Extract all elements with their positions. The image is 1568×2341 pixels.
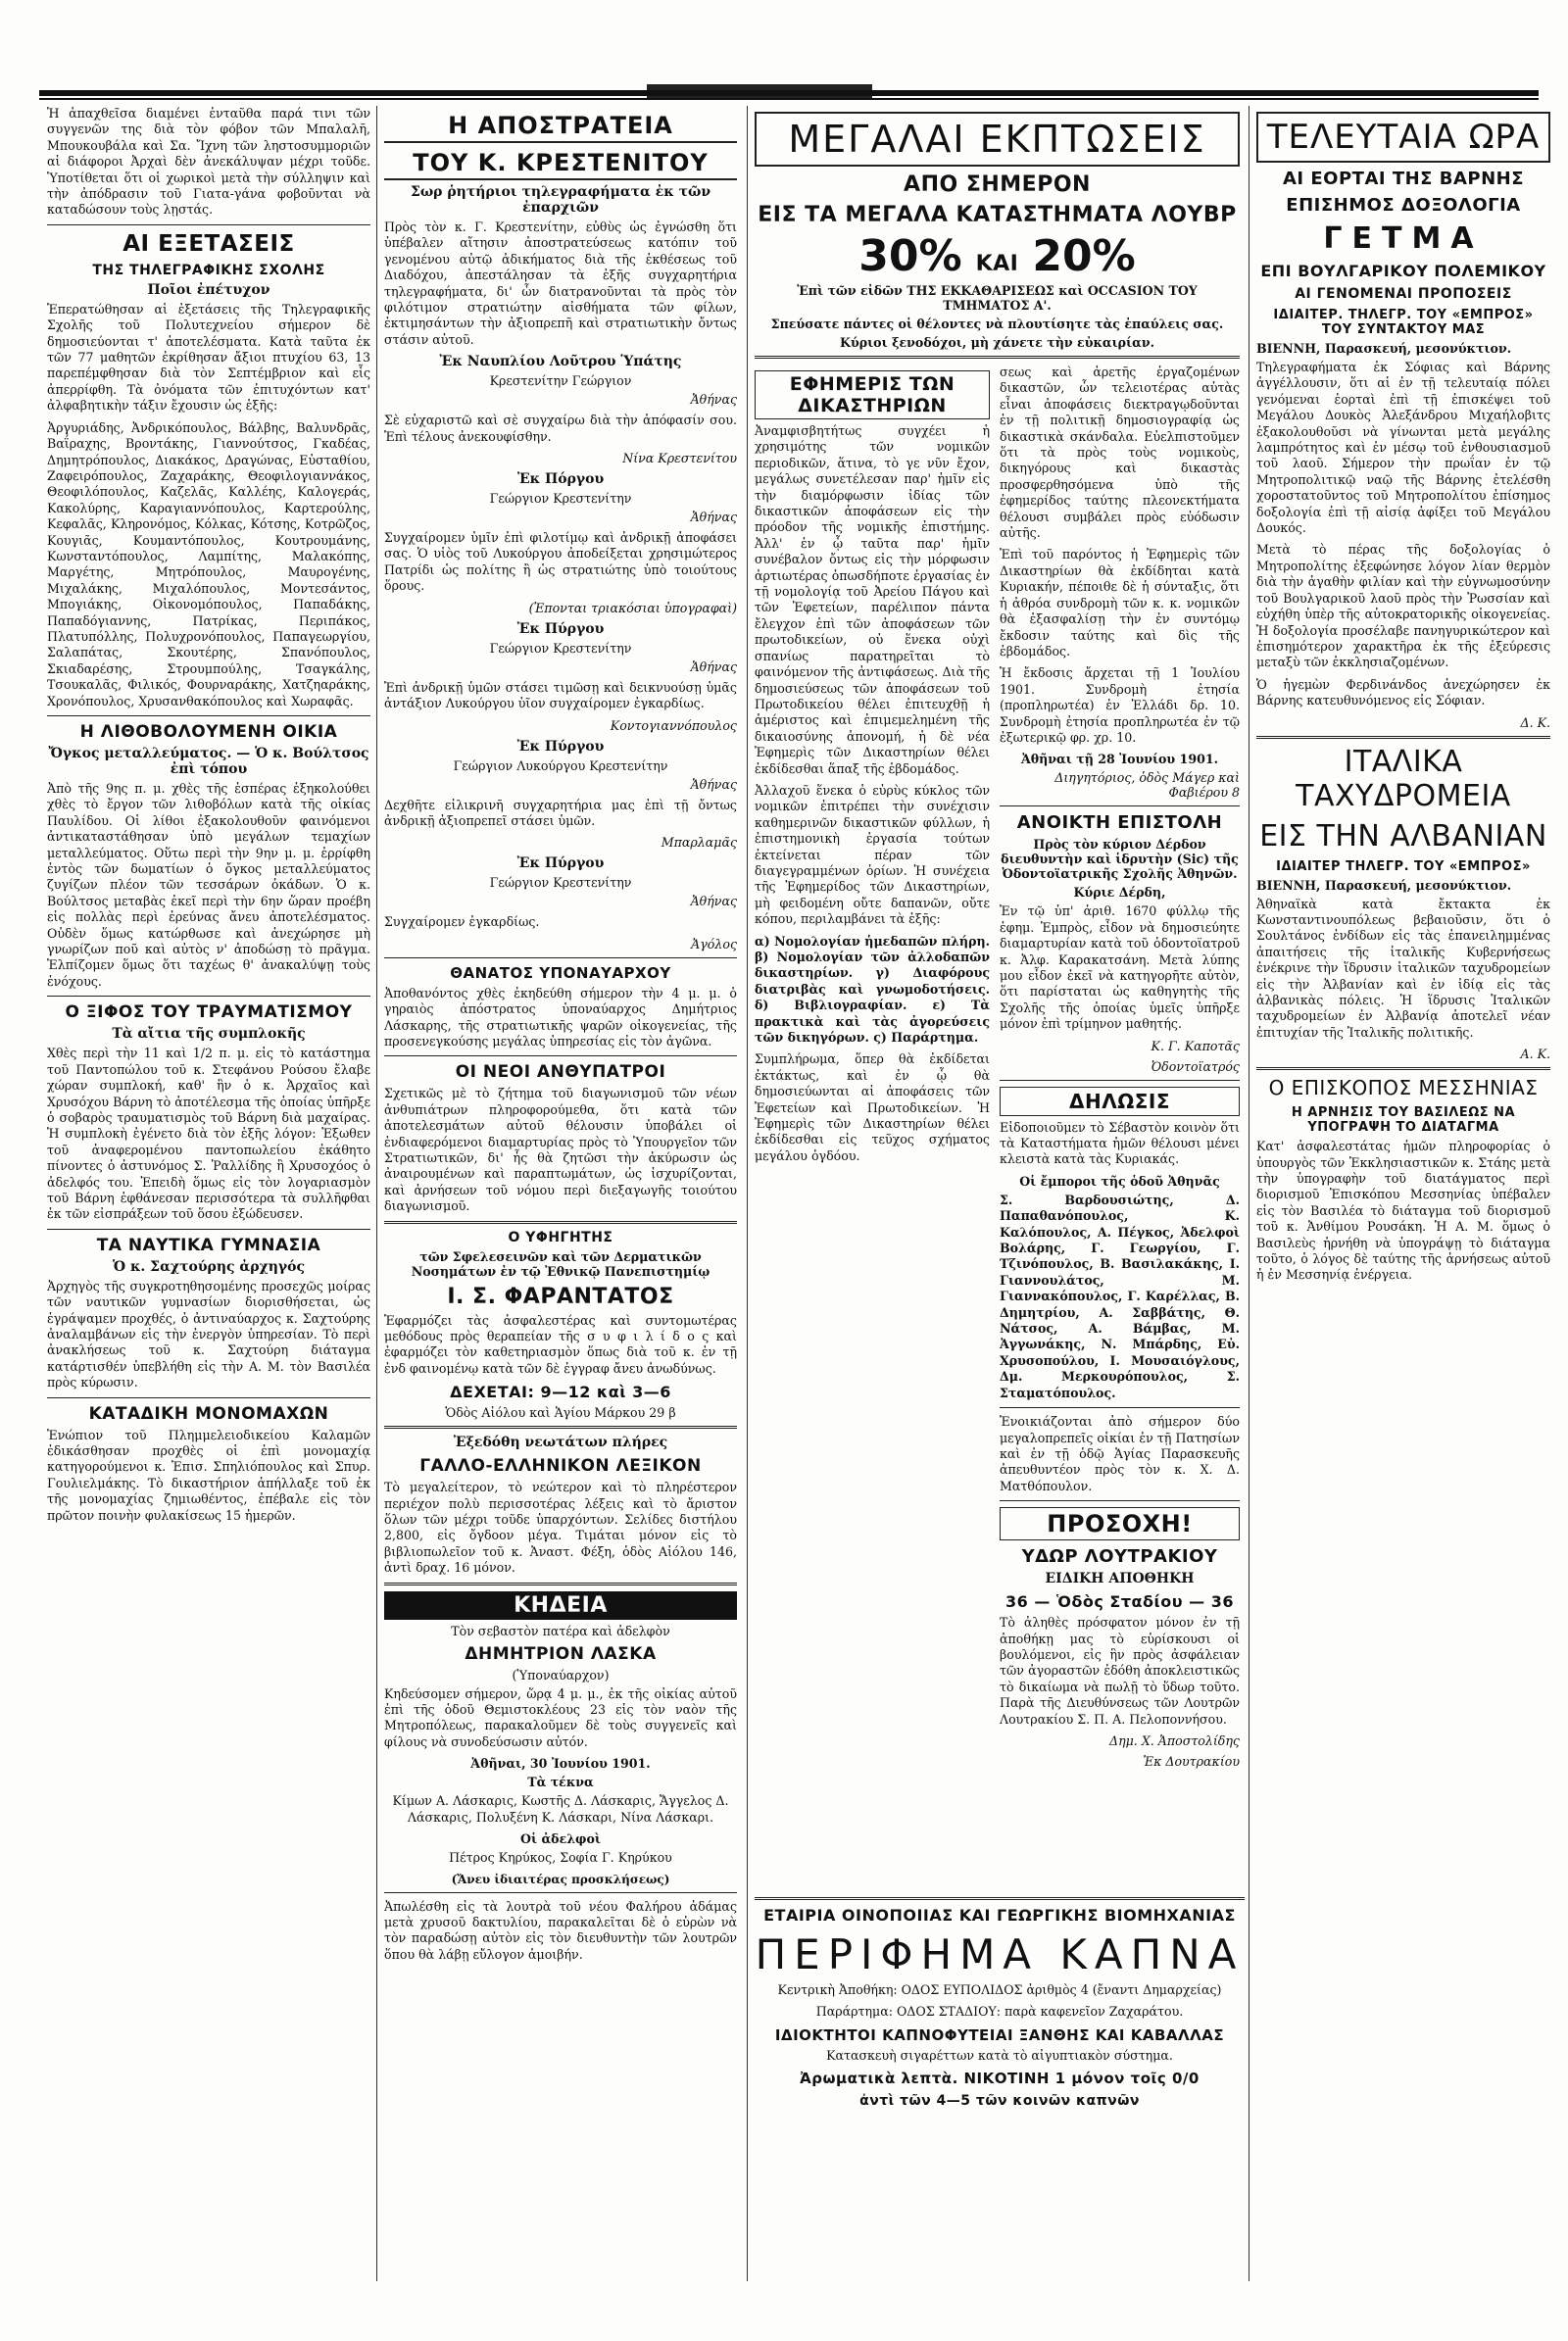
ad-line: Ἀρωματικὰ λεπτὰ. ΝΙΚΟΤΙΝΗ 1 μόνον τοῖς 0/0 <box>800 2070 1200 2088</box>
divider <box>384 1221 737 1224</box>
ad-subheading: τῶν Σφελεσεινῶν καὶ τῶν Δερματικῶν Νοσημάτων ἐν τῷ Ἐθνικῷ Πανεπιστημίῳ <box>411 1248 710 1279</box>
divider <box>1256 736 1550 739</box>
article-signature: Δ. Κ. <box>1520 714 1550 730</box>
divider <box>1000 1407 1240 1408</box>
notice-body: Ἐνοικιάζονται ἀπὸ σήμερον δύο μεγαλοπρεπεῖς οἰκίαι ἐν τῇ Πατησίων καὶ ἐν τῇ ὁδῷ Ἁγίας Παρασκευῆς ἀπευθυντέον πρὸς τὸν κ. Χ. Δ. Ματθόπουλον. <box>1000 1414 1240 1493</box>
headline-prosoxi: ΠΡΟΣΟΧΗ! <box>1000 1507 1240 1540</box>
khdeia-label: Οἱ ἀδελφοὶ <box>520 1831 601 1847</box>
subheadline-getma: ΓΕΤΜΑ <box>1323 221 1484 256</box>
ad-line: ΙΔΙΟΚΤΗΤΟΙ ΚΑΠΝΟΦΥΤΕΙΑΙ ΞΑΝΘΗΣ ΚΑΙ ΚΑΒΑΛΛΑΣ <box>774 2025 1225 2044</box>
headline-naut: ΤΑ ΝΑΥΤΙΚΑ ΓΥΜΝΑΣΙΑ <box>96 1235 321 1255</box>
subheadline-episkopos: Η ΑΡΝΗΣΙΣ ΤΟΥ ΒΑΣΙΛΕΩΣ ΝΑ ΥΠΟΓΡΑΨΗ ΤΟ ΔΙΑΤΑΓΜΑ <box>1291 1105 1516 1136</box>
ad-address: Ὁδὸς Αἰόλου καὶ Ἁγίου Μάρκου 29 β <box>445 1405 676 1421</box>
headline-xiphos: Ο ΞΙΦΟΣ ΤΟΥ ΤΡΑΥΜΑΤΙΣΜΟΥ <box>65 1002 353 1023</box>
telegram-place: Ἀθήνας <box>690 392 737 408</box>
headline-lithovol: Η ΛΙΘΟΒΟΛΟΥΜΕΝΗ ΟΙΚΙΑ <box>79 722 338 742</box>
bottom-ad <box>755 1891 1245 2113</box>
subheadline-voulg: ΕΠΙ ΒΟΥΛΓΑΡΙΚΟΥ ΠΟΛΕΜΙΚΟΥ <box>1260 262 1546 280</box>
column-rule <box>1249 106 1250 2281</box>
article-body: Σχετικῶς μὲ τὸ ζήτημα τοῦ διαγωνισμοῦ τῶν νέων ἀνθυπιάτρων πληροφορούμεθα, ὅτι κατὰ τῶν ἀποτελεσμάτων αὐτοῦ θέλουσιν ὑποβάλει οἱ ἐνδιαφερόμενοι διαμαρτυρίας πρὸς τὸ Ὑπουργεῖον τῶν Στρατιωτικῶν, δι' ἧς θὰ ζητῶσι τὴν ἀκύρωσιν ὡς ἀναιρουμένων καὶ παραπτωμάτων, ὡς ἰσχυρίζονται, καὶ ἀρνήσεων τοῦ νόμου περὶ διεξαγωγῆς τοιούτου διαγωνισμοῦ. <box>384 1086 737 1214</box>
notice-names: Σ. Βαρδουσιώτης, Δ. Παπαθανόπουλος, Κ. Καλόπουλος, Α. Πέγκος, Ἀδελφοὶ Βολάρης, Γ. Γεωργίου, Γ. Τζινόπουλος, Β. Βασιλακάκης, Ι. Γιαννουλάτος, Μ. Γιαννακόπουλος, Γ. Καρέλλας, Β. Δημητρίου, Α. Σαββάτης, Θ. Νάτσος, Α. Βάμβας, Μ. Ἀγγωνάκης, Ν. Μπάρδης, Εὐ. Χρυσοπούλου, Ι. Μουσαιόγλους, Δμ. Μερκουρόπουλος, Σ. Σταματόπουλος. <box>1000 1192 1240 1400</box>
divider <box>384 1055 737 1056</box>
ad-line: Κύριοι ξενοδόχοι, μὴ χάνετε τὴν εὐκαιρίαν. <box>840 335 1154 350</box>
telegram-recipient: Γεώργιον Κρεστενίτην <box>489 491 632 507</box>
article-body: Ὁ ἡγεμὼν Φερδινάνδος ἀνεχώρησεν ἐκ Βάρνης κατευθυνόμενος εἰς Σόφιαν. <box>1256 676 1550 708</box>
article-names: Ἀργυριάδης, Ἀνδρικόπουλος, Βάλβης, Βαλυνδρᾶς, Βαΐραχης, Βροντάκης, Γιαννούτσος, Γκαδέας, Δημητρόπουλος, Διακάκος, Δραγώνας, Εὐσταθίου, Ζαφειρόπουλος, Ζαχαράκης, Θεοφιλογιαννάκος, Θεοφιλόπουλος, Καζελᾶς, Καλλέης, Καλογεράς, Κακολύρης, Καραγιαννόπουλος, Καρτερούλης, Κεφαλᾶς, Κληρονόμος, Κόλκας, Κότσης, Κοτρῶζος, Κουγιᾶς, Κουμαντόπουλος, Κουτρουμάνης, Κωνσταντόπουλος, Λαμπίτης, Μαλακόπης, Μαργέτης, Μητρόπουλος, Μαυρογένης, Μιχαλάκης, Μιχαλόπουλος, Μοντεσάντος, Μπογιάκης, Οἰκονομόπουλος, Παπαδάκης, Παπαδόγιαννης, Πατρίκας, Περιπάκος, Πλατυπόλλης, Πολυχρονόπουλος, Παπαγεωργίου, Σαλαπάτας, Σκουτέρης, Σπανόπουλος, Σκιαδαρέσης, Στρουμπούλης, Τσαγκάλης, Τσουκαλᾶς, Φιλικός, Φουρναράκης, Χατζηαράκης, Χρονόπουλος, Χρυσανθακόπουλος καὶ Χωραφᾶς. <box>47 419 370 708</box>
discount-box <box>755 231 1240 281</box>
telegram-body: Συγχαίρομεν ἐγκαρδίως. <box>384 914 540 930</box>
telegram-body: Συγχαίρομεν ὑμῖν ἐπὶ φιλοτίμῳ καὶ ἀνδρικῇ ἀποφάσει σας. Ὁ υἱὸς τοῦ Λυκούργου ἀποδείξεται χρησιμώτερος Πατρίδι ὡς πολίτης ἢ ὡς στρατιώτης ὑπὸ τοιούτους ὅρους. <box>384 530 737 594</box>
ad-line: ἀντὶ τῶν 4—5 τῶν κοινῶν καπνῶν <box>859 2093 1140 2110</box>
ad-body: Ἐφαρμόζει τὰς ἀσφαλεστέρας καὶ συντομωτέρας μεθόδους πρὸς θεραπείαν τῆς σ υ φ ι λ ί δ ο ς καὶ ἐφαρμόζει τὸν καθετηριασμὸν ὅπως διὰ τοῦ κ. ἐν τῇ ἐνδ φαινομένῳ κατὰ τῶν δὲ ἐγγραφ ἄνευ ἀνωδύνως. <box>384 1312 737 1376</box>
notice-sub: Οἱ ἔμποροι τῆς ὁδοῦ Ἀθηνᾶς <box>1019 1173 1220 1189</box>
letter-body: Ἐν τῷ ὑπ' ἀριθ. 1670 φύλλῳ τῆς ἐφημ. Ἐμπρὸς, εἶδον νὰ δημοσιεύητε διαμαρτυρίαν κατὰ τοῦ ὀδοντοϊατροῦ κ. Ἀλφ. Καρακατσάνη. Μετὰ λύπης μου εἶδον ἐκεῖ νὰ κατηγορῆτε αὐτὸν, ὅτι παρίσταται ὡς καθηγητὴς τῆς Σχολῆς τῆς ὁποίας ὑμεῖς ὑπῆρξε μόνον ἐπὶ τρίμηνον μαθητής. <box>1000 903 1240 1032</box>
article-date: Ἀθῆναι τῇ 28 Ἰουνίου 1901. <box>1020 752 1218 767</box>
khdeia-names: Κίμων Α. Λάσκαρις, Κωστῆς Δ. Λάσκαρις, Ἄγγελος Δ. Λάσκαρις, Πολυξένη Κ. Λάσκαρι, Νίνα Λάσκαρι. <box>392 1793 729 1825</box>
subheading: Τὰ αἴτια τῆς συμπλοκῆς <box>112 1026 306 1043</box>
ad-signature-2: Ἐκ Δουτρακίου <box>1143 1753 1240 1769</box>
article-body: Μετὰ τὸ πέρας τῆς δοξολογίας ὁ Μητροπολίτης ἐξεφώνησε λόγον λίαν θερμὸν διὰ τὴν ἀγαθὴν φιλίαν καὶ τὴν εὐγνωμοσύνην τοῦ Βουλγαρικοῦ λαοῦ πρὸς τὴν Ῥωσσίαν καὶ εὐχήθη ὑπὲρ τῆς αὐτοκρατορικῆς οἰκογενείας. Ἡ δοξολογία προσέλαβε πανηγυρικώτερον καὶ ἐπισημότερον χαρακτῆρα ἐκ τῆς ἐξεύρεσις μεταξὺ τῶν ἐκκλησιαζομένων. <box>1256 542 1550 670</box>
ad-heading: Ἐξεδόθη νεωτάτων πλήρες <box>453 1435 668 1451</box>
ad-apo: ΑΠΟ ΣΗΜΕΡΟΝ <box>904 172 1091 197</box>
article-body: Τηλεγραφήματα ἐκ Σόφιας καὶ Βάρνης ἀγγέλλουσιν, ὅτι αἱ ἐν τῇ τελευταίᾳ πόλει γενόμεναι ἑορταὶ ἐπὶ τῇ ἐπισκέψει τοῦ Μεγάλου Δουκὸς Ἀλεξάνδρου Μιχαήλοβιτς ἐξακολουθοῦσι νὰ γίνωνται μετὰ μεγάλης λαμπρότητος καὶ ἐν μέσῳ τοῦ ἐνθουσιασμοῦ τοῦ λαοῦ. Σήμερον τὴν πρωΐαν ἐν τῷ Μητροπολιτικῷ ναῷ τῆς Βάρνης ἐτελέσθη χοροστατοῦντος τοῦ Μητροπολίτου ἐπίσημος δοξολογία ἐπὶ τῇ αἰσίᾳ ἀφίξει τοῦ Μεγάλου Δουκός. <box>1256 360 1550 536</box>
subheadline-episimos: ΕΠΙΣΗΜΟΣ ΔΟΞΟΛΟΓΙΑ <box>1286 195 1521 216</box>
efimeris-right <box>1000 365 1240 1775</box>
telegram-place: Ἀθήνας <box>690 776 737 792</box>
divider <box>47 1229 370 1230</box>
telegram-heading: Ἐκ Πύργου <box>516 738 605 755</box>
headline-efimeris: ΕΦΗΜΕΡΙΣ ΤΩΝ ΔΙΚΑΣΤΗΡΙΩΝ <box>755 370 990 419</box>
khdeia-body: Κηδεύσομεν σήμερον, ὥρᾳ 4 μ. μ., ἐκ τῆς οἰκίας αὐτοῦ ἐπὶ τῆς ὁδοῦ Θεμιστοκλέους 23 εἰς τὸν ναὸν τῆς Μητροπόλεως, παρακαλοῦμεν δὲ τοὺς συγγενεῖς καὶ φίλους νὰ συνοδεύσωσιν αὐτόν. <box>384 1685 737 1749</box>
subheading: Ὄγκος μεταλλεύματος. — Ὁ κ. Βούλτσος ἐπὶ τόπου <box>48 746 369 777</box>
ad-subheading: ΕΙΔΙΚΗ ΑΠΟΘΗΚΗ <box>1045 1571 1195 1587</box>
telegram-dateline: ΒΙΕΝΝΗ, Παρασκευή, μεσονύκτιον. <box>1256 877 1512 893</box>
telegram-signature: Μπαρλαμᾶς <box>661 835 737 851</box>
subheading: Σωρ ῥητήριοι τηλεγραφήματα ἐκ τῶν ἐπαρχιῶν <box>410 184 711 216</box>
divider <box>755 356 1240 359</box>
ad-name: Ι. Σ. ΦΑΡΑΝΤΑΤΟΣ <box>447 1284 674 1309</box>
article-list: α) Νομολογίαν ἡμεδαπῶν πλήρη. β) Νομολογίαν τῶν ἀλλοδαπῶν δικαστηρίων. γ) Διαφόρους διατριβὰς καὶ γνωμοδοτήσεις. δ) Βιβλιογραφίαν. ε) Τὰ πρακτικὰ καὶ τὰς ἀγορεύσεις τῶν δικηγόρων. ς) Παράρτημα. <box>755 933 990 1046</box>
telegram-heading: Ἐκ Ναυπλίου Λοῦτρου Ὑπάτης <box>439 354 682 370</box>
ad-line: Κατασκευὴ σιγαρέττων κατὰ τὸ αἰγυπτιακὸν σύστημα. <box>826 2047 1173 2063</box>
article-body: Πρὸς τὸν κ. Γ. Κρεστενίτην, εὐθὺς ὡς ἐγνώσθη ὅτι ὑπέβαλεν αἴτησιν ἀποστρατεύσεως κατόπιν τοῦ γενομένου αὐτῷ ἀδικήματος διὰ τῆς ἐκθέσεως τοῦ Διαδόχου, ἀπεστάλησαν τὰ ἑξῆς συγχαρητήρια τηλεγραφήματα, δι' ὧν διατρανοῦνται τὰ πρὸς τὸν φιλότιμον στρατιώτην αἰσθήματα τῶν φίλων, ἐκτιμησάντων τὴν ἀξιοπρεπῆ καὶ στρατιωτικὴν ὄντως στάσιν αὐτοῦ. <box>384 219 737 347</box>
top-rule-thin <box>39 98 1539 100</box>
telegram-heading: Ἐκ Πόργου <box>516 471 605 488</box>
column-1 <box>47 106 370 2281</box>
telegram-source: ΙΔΙΑΙΤΕΡ. ΤΗΛΕΓΡ. ΤΟΥ «ΕΜΠΡΟΣ» ΤΟΥ ΣΥΝΤΑΚΤΟΥ ΜΑΣ <box>1273 308 1534 337</box>
headline-khdeia: ΚΗΔΕΙΑ <box>384 1591 737 1620</box>
headline-teleut: ΤΕΛΕΥΤΑΙΑ ΩΡΑ <box>1256 112 1550 163</box>
article-body: Ἀναμφισβητήτως συγχέει ἡ χρησιμότης τῶν νομικῶν περιοδικῶν, ἅτινα, τὸ γε νῦν ἔχον, μεγάλως συνετέλεσαν παρ' ἡμῖν εἰς τὴν διαμόρφωσιν ἰδίας τῶν δικαστικῶν ἀποφάσεων εἰς τὴν πρόοδον τῆς νομικῆς ἐπιστήμης. Ἀλλ' ἐν ᾧ ταῦτα παρ' ἡμῖν συνέβαλον ὄντως εἰς τὴν μόρφωσιν ἀρτιωτέρας ὁπωσδήποτε ἐργασίας ἐν τῇ νομολογίᾳ τοῦ Ἀρείου Πάγου καὶ τῶν Ἐφετείων, παρέλιπον πάντα ἔλεγχον ἐπὶ τῶν ἀποφάσεων τῶν πρωτοδικείων, οὐ ἕνεκα οὐχὶ σπανίως παρατηρεῖται τὸ φαινόμενον τῆς ἀντιφάσεως. Διὰ τῆς δημοσιεύσεως τῶν ἀποφάσεων τοῦ Πρωτοδικείου θέλει ἐπιτευχθῇ ἡ ἀμέριστος καὶ ἐπιμεμελημένη τῆς δικαιοσύνης ἀπονομή, ἡ δὲ νέα Ἐφημερὶς τῶν Δικαστηρίων θέλει ἐκδίδεσθαι ἅπαξ τῆς ἑβδομάδος. <box>755 423 990 776</box>
ad-title: ΥΔΩΡ ΛΟΥΤΡΑΚΙΟΥ <box>1021 1546 1218 1568</box>
divider <box>384 1426 737 1429</box>
khdeia-names: Πέτρος Κηρύκος, Σοφία Γ. Κηρύκου <box>449 1850 672 1866</box>
telegram-recipient: Κρεστενίτην Γεώργιον <box>489 373 632 389</box>
efimeris-left <box>755 365 990 1775</box>
ad-line: Κεντρικὴ Ἀποθήκη: ΟΔΟΣ ΕΥΠΟΛΙΔΟΣ ἀριθμὸς 4 (ἔναντι Δημαρχείας) <box>777 1982 1222 1997</box>
discount-and: ΚΑΙ <box>975 252 1019 276</box>
khdeia-date: Ἀθῆναι, 30 Ἰουνίου 1901. <box>470 1756 651 1772</box>
discount-2: 20% <box>1032 231 1136 281</box>
article-body: Κατ' ἀσφαλεστάτας ἡμῶν πληροφορίας ὁ ὑπουργὸς τῶν Ἐκκλησιαστικῶν κ. Στάης μετὰ τὴν ὑπογραφὴν τοῦ διατάγματος περὶ διορισμοῦ Ἐπισκόπου Μεσσηνίας ὑπέβαλεν εἰς τὸν Βασιλέα τὸ διάταγμα τοῦ διορισμοῦ τοῦ κ. Ἀνθίμου Ρουσάκη. Ἡ Α. Μ. ὅμως ὁ Βασιλεὺς ἠρνήθη νὰ ὑπογράψῃ τὸ διάταγμα τοῦτο, ὁ λόγος δὲ ταύτης τῆς ἀρνήσεως αὐτοῦ ἡ ἐν Μεσσηνίᾳ ἐνέργεια. <box>1256 1139 1550 1283</box>
subheading: Ὁ κ. Σαχτούρης ἀρχηγός <box>112 1258 305 1275</box>
headline-thanat: ΘΑΝΑΤΟΣ ΥΠΟΝΑΥΑΡΧΟΥ <box>450 963 671 982</box>
khdeia-intro: Τὸν σεβαστὸν πατέρα καὶ ἀδελφὸν <box>451 1623 670 1638</box>
telegram-recipient: Γεώργιον Κρεστενίτην <box>489 640 632 656</box>
divider <box>1256 1067 1550 1070</box>
article-body: Ἀπὸ τῆς 9ης π. μ. χθὲς τῆς ἑσπέρας ἐξηκολούθει χθὲς τὸ ἔργον τῶν λιθοβόλων κατὰ τῆς οἰκίας Παυλίδου. Οἱ λίθοι ἐξακολουθοῦν φαινόμενοι ἀντικαταστάθησαν ὑπὸ μεγάλων τεμαχίων μεταλλεύματος. Οὕτω περὶ τὴν 9ην μ. μ. ἐρρίφθη ἐντὸς τῶν δωματίων ὁ ὄγκος μεταλλεύματος ζυγίζων πλέον τῶν τεσσάρων ὀκάδων. Ὁ κ. Βούλτσος μεταβὰς ἐκεῖ περὶ τὴν 6ην ὥραν προέβη εἰς πολλὰς περὶ ἐρεύνας ἄνευ ἀποτελέσματος. Οὐδὲν ὅμως κατώρθωσε καὶ ἀνεχώρησε μὴ γνωρίζων ποῦ καὶ αὐτὸς ν' ἀποδώσῃ τὸ πρᾶγμα. Ἐλπίζομεν ὅμως ὅτι ταχέως θ' ἀνακαλύψῃ τοὺς ἐνόχους. <box>47 781 370 989</box>
telegram-body: Ἐπὶ ἀνδρικῇ ὑμῶν στάσει τιμῶσῃ καὶ δεικνυούσῃ ὑμᾶς ἀντάξιον Λυκούργου ὑῖον συγχαίρομεν ἐγκαρδίως. <box>384 679 737 711</box>
khdeia-label: Τὰ τέκνα <box>527 1775 594 1790</box>
headline-apostr-2: ΤΟΥ Κ. ΚΡΕΣΤΕΝΙΤΟΥ <box>384 149 737 180</box>
ad-address: 36 — Ὁδὸς Σταδίου — 36 <box>1005 1592 1234 1612</box>
article-body: Ἐπὶ τοῦ παρόντος ἡ Ἐφημερὶς τῶν Δικαστηρίων θὰ ἐκδίδηται κατὰ Κυριακήν, πέποιθε δὲ ἡ σύνταξις, ὅτι ἡ ἀθρόα συνδρομὴ τῶν κ. κ. νομικῶν θὰ ἐξασφαλίσῃ τὴν ἐν συντόμῳ ἔκδοσιν ταύτης καὶ δὶς τῆς ἑβδομάδος. <box>1000 547 1240 658</box>
telegram-place: Ἀθήνας <box>690 894 737 909</box>
subheading: Ποῖοι ἐπέτυχον <box>147 281 270 298</box>
notice-body: Εἰδοποιοῦμεν τὸ Σέβαστὸν κοινὸν ὅτι τὰ Καταστήματα ἡμῶν θέλουσι μένει κλειστὰ κατὰ τὰς Κυριακάς. <box>1000 1119 1240 1167</box>
divider <box>384 957 737 958</box>
subheadline-prop: ΑΙ ΓΕΝΟΜΕΝΑΙ ΠΡΟΠΟΣΕΙΣ <box>1295 286 1512 302</box>
khdeia-name: ΔΗΜΗΤΡΙΟΝ ΛΑΣΚΑ <box>465 1643 657 1664</box>
discount-1: 30% <box>858 231 962 281</box>
notice-body: Ἀπωλέσθη εἰς τὰ λουτρὰ τοῦ νέου Φαλήρου ἀδάμας μετὰ χρυσοῦ δακτυλίου, παρακαλεῖται δὲ ὁ εὑρὼν νὰ τὸν παραδώσῃ αὐτὸν εἰς τὸν διευθυντὴν τῶν λουτρῶν ὅπου θὰ λάβῃ εὔλογον ἀμοιβήν. <box>384 1898 737 1962</box>
letter-recipient: Πρὸς τὸν κύριον Δέρδον διευθυντὴν καὶ ἱδρυτὴν (Sic) τῆς Ὀδοντοϊατρικῆς Σχολῆς Ἀθηνῶν. <box>1001 837 1239 882</box>
article-intro: Ἡ ἀπαχθεῖσα διαμένει ἐνταῦθα παρά τινι τῶν συγγενῶν της διὰ τὸν φόβον τῶν Μπαλαλῆ, Μπουκουβάλα καὶ Σα. Ἴχνη τῶν ληστοσυμμοριῶν αἱ διάφοροι Ἀρχαὶ δὲν ἀνεκάλυψαν μέχρι τοῦδε. Ὑποτίθεται ὅτι οἱ χωρικοὶ μετὰ τὴν σύλληψιν καὶ τὴν ἀπόδρασιν τοῦ Γιατα-γάνα φοβοῦνται νὰ καταδώσουν τοὺς λῃστάς. <box>47 106 370 218</box>
headline-albania: ΕΙΣ ΤΗΝ ΑΛΒΑΝΙΑΝ <box>1259 818 1547 853</box>
subheadline-thl: ΤΗΣ ΤΗΛΕΓΡΑΦΙΚΗΣ ΣΧΟΛΗΣ <box>92 262 325 278</box>
telegram-heading: Ἐκ Πύργου <box>516 620 605 637</box>
article-body: Ἀλλαχοῦ ἕνεκα ὁ εὐρὺς κύκλος τῶν νομικῶν ἐπιτρέπει τὴν συνέχισιν καθημερινῶν δικαστικῶν φύλλων, ἡ ἐπιστημονικὴ ἐργασία τούτων ἐκτείνεται πέραν τῶν διαγεγραμμένων ὁρίων. Ἡ συνέχεια τῆς Ἐφημερίδος τῶν Δικαστηρίων, μὴ φειδομένη οὔτε δαπανῶν, οὔτε κόπου, περιλαμβάνει τὰ ἑξῆς: <box>755 782 990 927</box>
telegram-body: Σὲ εὐχαριστῶ καὶ σὲ συγχαίρω διὰ τὴν ἀπόφασίν σου. Ἐπὶ τέλους ἀνεκουφίσθην. <box>384 413 737 444</box>
telegram-signature: Κοντογιαννόπουλος <box>610 717 737 733</box>
divider <box>384 1583 737 1585</box>
headline-dilosis: ΔΗΛΩΣΙΣ <box>1000 1087 1240 1116</box>
telegram-recipient: Γεώργιον Λυκούργου Κρεστενίτην <box>453 757 668 773</box>
divider <box>384 1892 737 1893</box>
headline-apostr: Η ΑΠΟΣΤΡΑΤΕΙΑ <box>384 112 737 143</box>
divider <box>755 1897 1245 1900</box>
headline-exetaseis: ΑΙ ΕΞΕΤΑΣΕΙΣ <box>122 230 295 257</box>
article-body: Χθὲς περὶ τὴν 11 καὶ 1/2 π. μ. εἰς τὸ κατάστημα τοῦ Παντοπώλου τοῦ κ. Στεφάνου Ρούσου ἔλαβε χώραν συμπλοκή, καθ' ἣν ὁ κ. Ἀρχαῖος καὶ Χρυσόχου Βάρνη τὸ ἀποτέλεσμα τῆς ὁποίας ὑπῆρξε ὁ σοβαρὸς τραυματισμὸς τοῦ Βάρνη διὰ μαχαίρας. Ἡ συμπλοκὴ ἐγένετο διὰ τὸν ἑξῆς λόγον: Ἐξωθεν τοῦ ἀναφερομένου παντοπωλείου ἐκάθητο πίνοντες ὁ ἀστυνόμος Σ. Ῥαλλίδης ἢ Χρυσοχόος ὁ ἀδελφός του. Ἐπειδὴ ὅμως εἰς τὸν λογαριασμὸν τοῦ Βάρνη ἐφθάνεσαν περισσότερα τὰ συλλῆφθαι ἐκ τῶν εἰσπράξεων τοῦ ὅσου ἐξώδευσεν. <box>47 1046 370 1222</box>
telegram-heading: Ἐκ Πύργου <box>516 855 605 872</box>
ad-line: Ἐπὶ τῶν εἰδῶν ΤΗΣ ΕΚΚΑΘΑΡΙΣΕΩΣ καὶ OCCASION ΤΟΥ ΤΜΗΜΑΤΟΣ Α'. <box>797 283 1198 313</box>
headline-episkopos: Ο ΕΠΙΣΚΟΠΟΣ ΜΕΣΣΗΝΙΑΣ <box>1268 1076 1539 1100</box>
ad-title: ΓΑΛΛΟ-ΕΛΛΗΝΙΚΟΝ ΛΕΞΙΚΟΝ <box>419 1456 702 1477</box>
article-body: Ἐνώπιον τοῦ Πλημμελειοδικείου Καλαμῶν ἐδικάσθησαν προχθὲς οἱ ἐπὶ μονομαχίᾳ κατηγορούμενοι κ. Ἐπισ. Σπηλιόπουλος καὶ Σπυρ. Γουλιελμάκης. Τὸ δικαστήριον ἀπήλλαξε τοῦ ἐκ τῆς μονομαχίας ζημιωθέντος, ἐπέβαλε εἰς τὸν πρῶτον ποινὴν φυλακίσεως 15 ἡμερῶν. <box>47 1427 370 1523</box>
column-2 <box>384 106 737 2281</box>
divider <box>1000 1080 1240 1081</box>
top-rule <box>39 90 1539 96</box>
telegram-signature: Ἀγόλος <box>691 936 737 951</box>
ad-company: ΕΤΑΙΡΙΑ ΟΙΝΟΠΟΙΙΑΣ ΚΑΙ ΓΕΩΡΓΙΚΗΣ ΒΙΟΜΗΧΑΝΙΑΣ <box>763 1906 1236 1925</box>
telegram-signature: Νίνα Κρεστενίτου <box>622 451 737 466</box>
ad-title: ΠΕΡΙΦΗΜΑ ΚΑΠΝΑ <box>755 1930 1245 1978</box>
telegram-place: Ἀθήνας <box>690 510 737 525</box>
article-body: Ἀποθανόντος χθὲς ἐκηδεύθη σήμερον τὴν 4 μ. μ. ὁ γηραιὸς ἀπόστρατος ὑποναύαρχος Δημήτριος Λάσκαρης, τῆς στρατιωτικῆς ψαρῶν οἰκογενείας, τῆς προσενεγκούσης μεγάλας ὑπηρεσίας εἰς τὸν ἀγῶνα. <box>384 985 737 1049</box>
khdeia-rank: (Ὑποναύαρχον) <box>512 1667 610 1683</box>
khdeia-note: (Ἄνευ ἰδιαιτέρας προσκλήσεως) <box>451 1872 670 1886</box>
ad-line: Παράρτημα: ΟΔΟΣ ΣΤΑΔΙΟΥ: παρὰ καφενεῖον Ζαχαράτου. <box>815 2004 1184 2020</box>
headline-katad: ΚΑΤΑΔΙΚΗ ΜΟΝΟΜΑΧΩΝ <box>88 1403 329 1424</box>
telegram-recipient: Γεώργιον Κρεστενίτην <box>489 875 632 891</box>
divider <box>47 224 370 225</box>
headline-anoikti: ΑΝΟΙΚΤΗ ΕΠΙΣΤΟΛΗ <box>1016 812 1223 834</box>
column-4 <box>1256 106 1550 2281</box>
divider <box>47 715 370 716</box>
subheadline-eortai: ΑΙ ΕΟΡΤΑΙ ΤΗΣ ΒΑΡΝΗΣ <box>1282 169 1525 189</box>
telegram-signature: (Ἐπονται τριακόσιαι ὑπογραφαὶ) <box>528 600 737 615</box>
article-body: Ἐπερατώθησαν αἱ ἐξετάσεις τῆς Τηλεγραφικῆς Σχολῆς τοῦ Πολυτεχνείου σήμερον δὲ δημοσιεύονται τ' ἀποτελέσματα. Κατὰ ταῦτα ἐκ τῶν 77 μαθητῶν ἐκρίθησαν ἄξιοι πτυχίου 63, 13 παρεπέμφθησαν διὰ τὸν Σεπτέμβριον καὶ εἷς ἀπερρίφθη. Τὰ ὀνόματα τῶν ἐπιτυχόντων κατ' ἀλφαβητικὴν τάξιν ἔχουσιν ὡς ἑξῆς: <box>47 301 370 414</box>
telegram-dateline: ΒΙΕΝΝΗ, Παρασκευή, μεσονύκτιον. <box>1256 341 1512 356</box>
divider <box>47 1397 370 1398</box>
ad-body: Τὸ μεγαλείτερον, τὸ νεώτερον καὶ τὸ πληρέστερον περιέχον πολὺ περισσοτέρας λέξεις καὶ τὸ ἄριστον ὅλων τῶν μέχρι τοῦδε ὑπαρχόντων. Σελίδες διστήλου 2,800, εἰς ὄγδοον μέγα. Τιμάται μόνον εἰς τὸ βιβλιοπωλεῖον τοῦ κ. Ἀναστ. Φέξη, ὁδὸς Αἰόλου 146, ἀντὶ δραχ. 16 μόνον. <box>384 1480 737 1576</box>
ad-line: Σπεύσατε πάντες οἱ θέλοντες νὰ πλουτίσητε τὰς ἐπαύλεις σας. <box>770 317 1224 331</box>
letter-salutation: Κύριε Δέρδη, <box>1073 885 1166 901</box>
divider <box>47 996 370 997</box>
article-body: Ἀθηναϊκὰ κατὰ ἔκτακτα ἐκ Κωνσταντινουπόλεως βεβαιοῦσιν, ὅτι ὁ Σουλτάνος ἐνδίδων εἰς τὰς ἐπανειλημμένας ἀπαιτήσεις τῆς ἰταλικῆς Κυβερνήσεως ἐνέκρινε τὴν ἵδρυσιν ἰταλικῶν ταχυδρομείων εἰς τὴν Ἀλβανίαν καὶ ἐν ἰδίᾳ εἰς τὰς ἀλβανικὰς πόλεις. Ἡ ἵδρυσις Ἰταλικῶν ταχυδρομείων ἐν Ἀλβανίᾳ ἀποτελεῖ νέαν ἐπιτυχίαν τῆς Ἰταλικῆς πολιτικῆς. <box>1256 896 1550 1040</box>
article-body: Συμπλήρωμα, ὅπερ θὰ ἐκδίδεται ἐκτάκτως, καὶ ἐν ᾧ θὰ δημοσιεύωνται αἱ ἀποφάσεις τῶν Ἐφετείων καὶ Πρωτοδικείων. Ἡ Ἐφημερὶς τῶν Δικαστηρίων θέλει ἐκδίδεσθαι εἰς τεῦχος σχήματος μεγάλου ὀγδόου. <box>755 1051 990 1163</box>
ad-body: Τὸ ἀληθὲς πρόσφατον μόνον ἐν τῇ ἀποθήκῃ μας τὸ εὑρίσκουσι οἱ βουλόμενοι, εἰς ἣν πρὸς ἀσφάλειαν τῶν ἀγοραστῶν ἐδόθη ἀποκλειστικῶς τὸ δικαίωμα νὰ πωλῇ τὸ ὕδωρ τοῦτο. Παρὰ τῆς Διευθύνσεως τῶν Λουτρῶν Λουτρακίου Σ. Π. Α. Πελοποννήσου. <box>1000 1615 1240 1727</box>
column-3 <box>755 106 1240 1769</box>
telegram-source: ΙΔΙΑΙΤΕΡ ΤΗΛΕΓΡ. ΤΟΥ «ΕΜΠΡΟΣ» <box>1276 858 1531 874</box>
article-body: Ἀρχηγὸς τῆς συγκροτηθησομένης προσεχῶς μοίρας τῶν ναυτικῶν γυμνασίων διορισθήσεται, ὡς ἐγράψαμεν προχθές, ὁ ἀντιναύαρχος κ. Σαχτούρης ἀναλαμβάνων εἰς τὴν ἐνεργὸν ὑπηρεσίαν. Τὸ περὶ ἀνακλήσεως τοῦ κ. Σαχτούρη διάταγμα κατάρτισθέν ὑπεβλήθη εἰς τὴν Α. Μ. τὸν Βασιλέα πρὸς κύρωσιν. <box>47 1278 370 1390</box>
letter-signature: Κ. Γ. Καποτᾶς <box>1151 1038 1240 1053</box>
article-body: σεως καὶ ἀρετῆς ἐργαζομένων δικαστῶν, ὧν τελειοτέρας αὐτὰς εἶναι ἀποφάσεις διεκτραγῳδοῦνται ἐν τῇ πολιτικῇ δημοσιογραφίᾳ ὡς δικαστικὰ σκάνδαλα. Εὐελπιστοῦμεν ὅτι τὰ πρὸς τοὺς νομικοὺς, δικηγόρους καὶ δικαστὰς προσφερθησόμενα ὑπὸ τῆς ἐφημερίδος ταύτης πλεονεκτήματα θέλουσι συμβάλει πρὸς εὐόδωσιν αὐτῆς. <box>1000 365 1240 541</box>
column-rule <box>747 106 748 2281</box>
letter-role: Ὀδοντοϊατρός <box>1151 1058 1240 1074</box>
divider <box>1000 805 1240 806</box>
telegram-place: Ἀθήνας <box>690 658 737 674</box>
ad-signature: Δημ. Χ. Ἀποστολίδης <box>1108 1732 1240 1748</box>
headline-italika: ΙΤΑΛΙΚΑ ΤΑΧΥΔΡΟΜΕΙΑ <box>1296 744 1511 813</box>
ad-hours: ΔΕΧΕΤΑΙ: 9—12 καὶ 3—6 <box>450 1383 671 1402</box>
article-body: Ἡ ἔκδοσις ἄρχεται τῇ 1 Ἰουλίου 1901. Συνδρομὴ ἐτησία (προπληρωτέα) ἐν Ἑλλάδι δρ. 10. Συνδρομὴ ἐτησία προπληρωτέα ἐν τῷ ἐξωτερικῷ φρ. χρ. 10. <box>1000 665 1240 745</box>
headline-neoi: ΟΙ ΝΕΟΙ ΑΝΘΥΠΑΤΡΟΙ <box>455 1062 666 1083</box>
telegram-body: Δεχθῆτε εἰλικρινῆ συγχαρητήρια μας ἐπὶ τῇ ὄντως ἀνδρικῇ ἀξιοπρεπεῖ στάσει ὑμῶν. <box>384 797 737 828</box>
article-signature: Α. Κ. <box>1520 1047 1550 1062</box>
divider <box>1000 1500 1240 1501</box>
article-office: Διηγητόριος, ὁδὸς Μάγερ καὶ Φαβιέρου 8 <box>1054 770 1240 801</box>
ad-loubr: ΕΙΣ ΤΑ ΜΕΓΑΛΑ ΚΑΤΑΣΤΗΜΑΤΑ ΛΟΥΒΡ <box>758 203 1237 227</box>
headline-ekpt: ΜΕΓΑΛΑΙ ΕΚΠΤΩΣΕΙΣ <box>755 112 1240 167</box>
column-rule <box>376 106 377 2281</box>
ad-heading: Ο ΥΦΗΓΗΤΗΣ <box>508 1229 613 1245</box>
